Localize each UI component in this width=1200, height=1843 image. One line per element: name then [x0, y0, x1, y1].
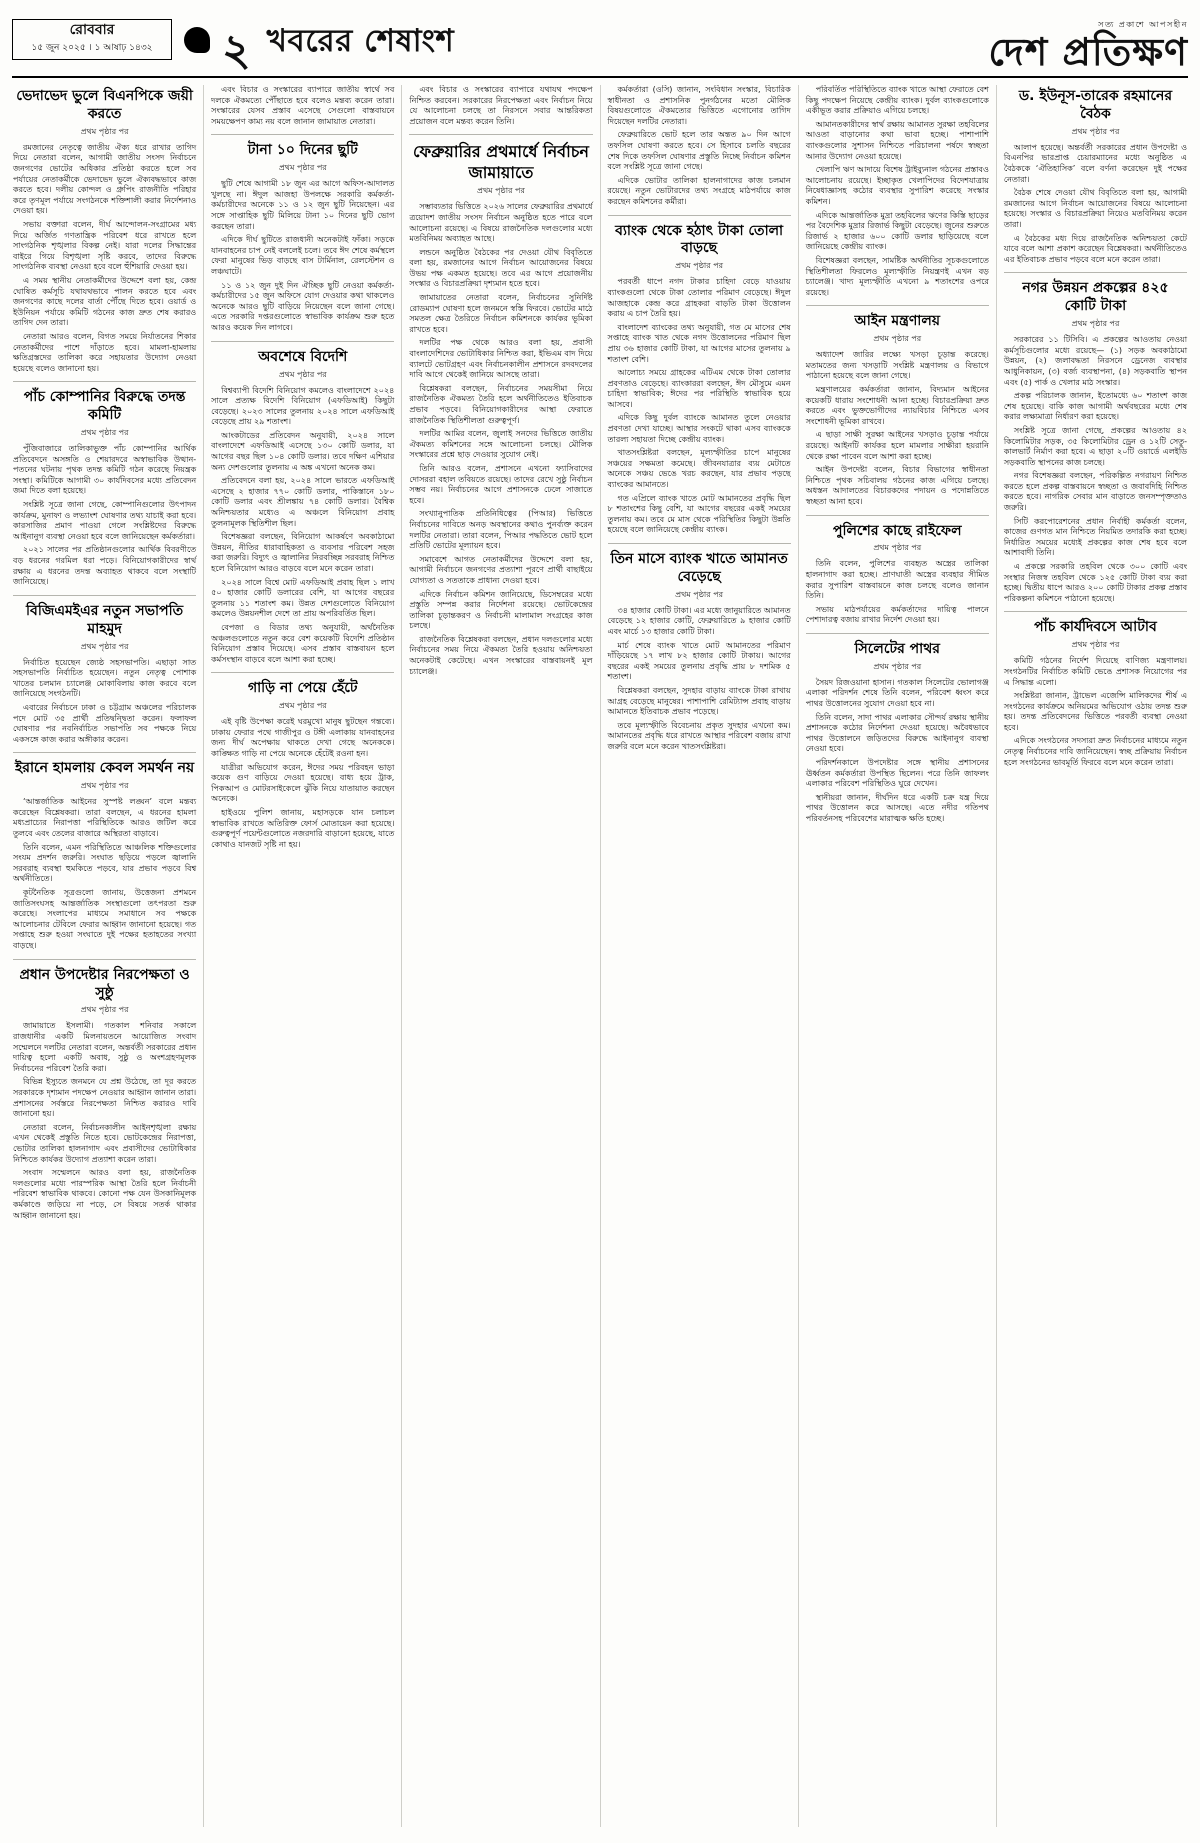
section-title: খবরের শেষাংশ — [266, 23, 455, 59]
article-paragraph: আইন উপদেষ্টা বলেন, বিচার বিভাগের স্বাধীনতা নিশ্চিতে পৃথক সচিবালয় গঠনের কাজ এগিয়ে চলছে। অধস্তন আদালতের বিচারকদের পদায়ন ও পদোন্নতিতে স্বচ্ছতা আনা হবে। — [805, 465, 989, 506]
article-paragraph: নেতারা আরও বলেন, বিগত সময়ে নির্যাতনের শিকার নেতাকর্মীদের পাশে দাঁড়াতে হবে। মামলা-হামলায় ক্ষতিগ্রস্তদের তালিকা করে সহায়তার উদ্যোগ নেওয়া হয়েছে বলেও জানানো হয়। — [13, 331, 197, 373]
article-paragraph: তবে মূল্যস্ফীতি বিবেচনায় প্রকৃত সুদহার এখনো কম। আমানতের প্রবৃদ্ধি ধরে রাখতে আস্থার পরিবেশ বজায় রাখা জরুরি বলে মনে করেন খাতসংশ্লিষ্টরা। — [607, 720, 791, 751]
article-paragraph: সৈয়দ রিজওয়ানা হাসান। গতকাল সিলেটের ভোলাগঞ্জ এলাকা পরিদর্শন শেষে তিনি বলেন, পরিবেশ ধ্বংস করে পাথর উত্তোলনের সুযোগ দেওয়া হবে না। — [805, 677, 989, 709]
article-paragraph: দলটির আমির বলেন, জুলাই সনদের ভিত্তিতে জাতীয় ঐকমত্য কমিশনের সঙ্গে আলোচনা চলছে। মৌলিক সংস্কারের প্রশ্নে ছাড় দেওয়ার সুযোগ নেই। — [409, 429, 593, 460]
article-paragraph: বেপজা ও বিডার তথ্য অনুযায়ী, অর্থনৈতিক অঞ্চলগুলোতে নতুন করে বেশ কয়েকটি বিদেশি প্রতিষ্ঠান বিনিয়োগ প্রস্তাব দিয়েছে। এসব প্রস্তাব বাস্তবায়ন হলে কর্মসংস্থান বাড়বে বলে আশা করা হচ্ছে। — [211, 622, 395, 664]
article-paragraph: সভায় মাঠপর্যায়ের কর্মকর্তাদের দায়িত্ব পালনে পেশাদারত্ব বজায় রাখার নির্দেশ দেওয়া হয়। — [805, 604, 989, 625]
continued-from-label: প্রথম পৃষ্ঠার পর — [1071, 640, 1120, 650]
article-paragraph: মন্ত্রণালয়ের কর্মকর্তারা জানান, বিদ্যমান আইনের কয়েকটি ধারায় সংশোধনী আনা হচ্ছে। বিচারপ্রক্রিয়া দ্রুত করতে এবং ভুক্তভোগীদের ন্যায়বিচার নিশ্চিতে এসব সংশোধনী ভূমিকা রাখবে। — [805, 384, 989, 426]
article-paragraph: বিশেষজ্ঞরা বলছেন, সামষ্টিক অর্থনীতির সূচকগুলোতে স্থিতিশীলতা ফিরলেও মূল্যস্ফীতি নিয়ন্ত্রণই এখন বড় চ্যালেঞ্জ। খাদ্য মূল্যস্ফীতি এখনো ৯ শতাংশের ওপরে রয়েছে। — [805, 255, 989, 297]
article-paragraph: বাংলাদেশ ব্যাংকের তথ্য অনুযায়ী, গত মে মাসের শেষ সপ্তাহে ব্যাংক খাত থেকে নগদ উত্তোলনের পরিমাণ ছিল প্রায় ৩৬ হাজার কোটি টাকা, যা আগের মাসের তুলনায় ৯ শতাংশ বেশি। — [607, 322, 791, 364]
continued-from-label: প্রথম পৃষ্ঠার পর — [80, 1005, 129, 1015]
article-paragraph: তিনি বলেন, পুলিশের ব্যবহৃত অস্ত্রের তালিকা হালনাগাদ করা হচ্ছে। প্রাণঘাতী অস্ত্রের ব্যবহার সীমিত করার সুপারিশ বাস্তবায়নে কাজ চলছে বলেও জানান তিনি। — [805, 559, 989, 601]
article-paragraph: নগর বিশেষজ্ঞরা বলছেন, পরিকল্পিত নগরায়ণ নিশ্চিত করতে হলে প্রকল্প বাস্তবায়নে স্বচ্ছতা ও জবাবদিহি নিশ্চিত করতে হবে। নাগরিক সেবার মান বাড়াতে জনসম্পৃক্ততাও জরুরি। — [1003, 471, 1188, 513]
article-continuation — [806, 85, 989, 298]
continued-from-label: প্রথম পৃষ্ঠার পর — [80, 126, 129, 136]
article — [608, 215, 791, 536]
article-paragraph: হাইওয়ে পুলিশ জানায়, মহাসড়কে যান চলাচল স্বাভাবিক রাখতে অতিরিক্ত ফোর্স মোতায়েন করা হয়েছে। গুরুত্বপূর্ণ পয়েন্টগুলোতে নজরদারি বাড়ানো হয়েছে, যাতে কোথাও যানজট সৃষ্টি না হয়। — [211, 808, 395, 849]
column-1 — [12, 85, 204, 1827]
continued-from-label: প্রথম পৃষ্ঠার পর — [278, 701, 327, 711]
article — [806, 515, 989, 626]
article-paragraph: লন্ডনে অনুষ্ঠিত বৈঠকের পর দেওয়া যৌথ বিবৃতিতে বলা হয়, রমজানের আগে নির্বাচন আয়োজনের বিষয়ে উভয় পক্ষ একমত হয়েছে। তবে এর আগে প্রয়োজনীয় সংস্কার ও বিচারপ্রক্রিয়া দৃশ্যমান হতে হবে। — [409, 247, 593, 289]
article-paragraph: সমাবেশে আগত নেতাকর্মীদের উদ্দেশে বলা হয়, আগামী নির্বাচনে জনগণের প্রত্যাশা পূরণে প্রার্থী বাছাইয়ে যোগ্যতা ও সততাকে প্রাধান্য দেওয়া হবে। — [409, 554, 593, 585]
continued-from-label: প্রথম পৃষ্ঠার পর — [675, 261, 724, 271]
article-headline: বিজিএমইএর নতুন সভাপতি মাহমুদ — [26, 602, 184, 637]
article-paragraph: রমজানের নেতৃত্বে জাতীয় ঐক্য ধরে রাখার তাগিদ দিয়ে নেতারা বলেন, আগামী জাতীয় সংসদ নির্বাচনে জনগণের ভোটের অধিকার প্রতিষ্ঠা করতে হলে সব পর্যায়ের নেতাকর্মীকে ভেদাভেদ ভুলে ঐক্যবদ্ধভাবে কাজ করতে হবে। দলীয় কোন্দল ও গ্রুপিং রাজনীতি পরিহার করে তৃণমূল পর্যায়ে সংগঠনকে শক্তিশালী করার নির্দেশনাও দেওয়া হয়। — [13, 142, 197, 216]
article-paragraph: নেতারা বলেন, নির্বাচনকালীন আইনশৃঙ্খলা রক্ষায় এখন থেকেই প্রস্তুতি নিতে হবে। ভোটকেন্দ্রের নিরাপত্তা, ভোটার তালিকা হালনাগাদ এবং প্রবাসীদের ভোটাধিকার নিশ্চিতে কার্যকর উদ্যোগ প্রত্যাশা করেন তারা। — [13, 1122, 197, 1164]
article-headline: অবশেষে বিদেশি — [258, 348, 348, 365]
article-continuation — [608, 85, 791, 208]
article-paragraph: এদিকে ভোটার তালিকা হালনাগাদের কাজ চলমান রয়েছে। নতুন ভোটারদের তথ্য সংগ্রহে মাঠপর্যায়ে কাজ করছেন কমিশনের কর্মীরা। — [607, 175, 791, 206]
continued-from-label: প্রথম পৃষ্ঠার পর — [278, 163, 327, 173]
article-headline: ইরানে হামলায় কেবল সমর্থন নয় — [14, 760, 195, 777]
article-paragraph: ফেব্রুয়ারিতে ভোট হলে তার অন্তত ৯০ দিন আগে তফসিল ঘোষণা করতে হবে। সে হিসাবে চলতি বছরের শেষ দিকে তফসিল ঘোষণার প্রস্তুতি নিচ্ছে নির্বাচন কমিশন বলে সংশ্লিষ্ট সূত্রে জানা গেছে। — [607, 130, 791, 172]
article-paragraph: কূটনৈতিক সূত্রগুলো জানায়, উত্তেজনা প্রশমনে জাতিসংঘসহ আন্তর্জাতিক সংস্থাগুলো তৎপরতা শুরু করেছে। সংলাপের মাধ্যমে সমাধানে সব পক্ষকে আলোচনার টেবিলে ফেরার আহ্বান জানানো হয়েছে। গত সপ্তাহে শুরু হওয়া সংঘাতে দুই পক্ষের হতাহতের সংখ্যা বাড়ছে। — [13, 888, 197, 950]
article — [806, 305, 989, 507]
article-paragraph: সম্ভাব্যতার ভিত্তিতে ২০২৬ সালের ফেব্রুয়ারির প্রথমার্ধে ত্রয়োদশ জাতীয় সংসদ নির্বাচন অনুষ্ঠিত হতে পারে বলে আলোচনা রয়েছে। এ বিষয়ে রাজনৈতিক দলগুলোর মধ্যে মতবিনিময় অব্যাহত আছে। — [409, 202, 593, 244]
article-paragraph: তিনি আরও বলেন, প্রশাসনে এখনো ফ্যাসিবাদের দোসররা বহাল তবিয়তে রয়েছে। তাদের রেখে সুষ্ঠু নির্বাচন সম্ভব নয়। নির্বাচনের আগে প্রশাসনকে ঢেলে সাজাতে হবে। — [409, 463, 593, 505]
article-paragraph: আমানতকারীদের স্বার্থ রক্ষায় আমানত সুরক্ষা তহবিলের আওতা বাড়ানোর কথা ভাবা হচ্ছে। পাশাপাশি ব্যাংকগুলোর সুশাসন নিশ্চিতে পরিচালনা পর্ষদে স্বচ্ছতা আনার উদ্যোগ নেওয়া হয়েছে। — [805, 119, 989, 161]
article-paragraph: ছুটি শেষে আগামী ১৮ জুন এর আগে অফিস-আদালত খুলছে না। ঈদুল আজহা উপলক্ষে সরকারি কর্মকর্তা-কর্মচারীদের অনেকে ১১ ও ১২ জুন ছুটি নিয়েছেন। এর সঙ্গে সাপ্তাহিক ছুটি মিলিয়ে টানা ১০ দিনের ছুটি ভোগ করছেন তারা। — [211, 179, 395, 231]
article — [211, 134, 394, 333]
article-paragraph: সংশ্লিষ্টরা জানান, ট্রাভেল এজেন্সি মালিকদের শীর্ষ এ সংগঠনের কার্যক্রমে অনিয়মের অভিযোগ ওঠায় তদন্ত শুরু হয়। তদন্ত প্রতিবেদনের ভিত্তিতে পরবর্তী ব্যবস্থা নেওয়া হবে। — [1003, 691, 1188, 732]
column-5 — [799, 85, 997, 1827]
article-paragraph: সিটি করপোরেশনের প্রধান নির্বাহী কর্মকর্তা বলেন, কাজের গুণগত মান নিশ্চিতে নিয়মিত তদারকি করা হচ্ছে। নির্ধারিত সময়ের মধ্যেই প্রকল্পের কাজ শেষ হবে বলে আশাবাদী তিনি। — [1003, 516, 1188, 558]
article-paragraph: এদিকে কিছু দুর্বল ব্যাংকে আমানত তুলে নেওয়ার প্রবণতা দেখা যাচ্ছে। আস্থার সংকটে থাকা এসব ব্যাংককে তারল্য সহায়তা দিচ্ছে কেন্দ্রীয় ব্যাংক। — [607, 413, 791, 444]
paper-emblem-icon — [184, 27, 210, 53]
continued-from-label: প্রথম পৃষ্ঠার পর — [675, 589, 724, 599]
article-paragraph: আংকটাডের প্রতিবেদন অনুযায়ী, ২০২৪ সালে বাংলাদেশে এফডিআই এসেছে ১৩০ কোটি ডলার, যা আগের বছর ছিল ১০৪ কোটি ডলার। তবে দক্ষিণ এশিয়ার অন্য দেশগুলোর তুলনায় এ অঙ্ক এখনো অনেক কম। — [211, 430, 395, 472]
article-continuation — [409, 85, 592, 127]
article-headline: পাঁচ কার্যদিবসে আটাব — [1034, 619, 1157, 636]
article-continuation — [211, 85, 394, 127]
continued-from-label: প্রথম পৃষ্ঠার পর — [476, 186, 525, 196]
article-paragraph: এদিকে আন্তর্জাতিক মুদ্রা তহবিলের ঋণের কিস্তি ছাড়ের পর বৈদেশিক মুদ্রার রিজার্ভ কিছুটা বেড়েছে। জুনের শুরুতে রিজার্ভ ২ হাজার ৬০০ কোটি ডলার ছাড়িয়েছে বলে জানিয়েছে কেন্দ্রীয় ব্যাংক। — [805, 210, 989, 252]
article — [13, 381, 196, 588]
article-paragraph: সংবাদ সম্মেলনে আরও বলা হয়, রাজনৈতিক দলগুলোর মধ্যে পারস্পরিক আস্থা তৈরি হলে নির্বাচনী পরিবেশ স্বাভাবিক থাকবে। কোনো পক্ষ যেন উসকানিমূলক কর্মকাণ্ডে জড়িয়ে না পড়ে, সে বিষয়ে সতর্ক থাকার আহ্বান জানানো হয়। — [13, 1168, 197, 1220]
continued-from-label: প্রথম পৃষ্ঠার পর — [278, 369, 327, 379]
article-paragraph: এদিকে সংগঠনের সদস্যরা দ্রুত নির্বাচনের মাধ্যমে নতুন নেতৃত্ব নির্বাচনের দাবি জানিয়েছেন। স্বচ্ছ প্রক্রিয়ায় নির্বাচন হলে সংগঠনের ভাবমূর্তি ফিরবে বলে মনে করেন তারা। — [1003, 736, 1188, 767]
article — [409, 134, 592, 677]
article-paragraph: আলাপ হয়েছে। অন্তর্বর্তী সরকারের প্রধান উপদেষ্টা ও বিএনপির ভারপ্রাপ্ত চেয়ারম্যানের মধ্যে অনুষ্ঠিত এ বৈঠককে ‘ঐতিহাসিক’ বলে বর্ণনা করেছেন দুই পক্ষের নেতারা। — [1003, 142, 1188, 184]
column-2 — [204, 85, 402, 1827]
article-paragraph: তিনি বলেন, সাদা পাথর এলাকার সৌন্দর্য রক্ষায় স্থানীয় প্রশাসনকে কঠোর নির্দেশনা দেওয়া হয়েছে। অবৈধভাবে পাথর উত্তোলনে জড়িতদের বিরুদ্ধে আইনানুগ ব্যবস্থা নেওয়া হবে। — [805, 712, 989, 754]
article-paragraph: প্রতিবেদনে বলা হয়, ২০২৪ সালে ভারতে এফডিআই এসেছে ২ হাজার ৭৭০ কোটি ডলার, পাকিস্তানে ১৮০ কোটি ডলার এবং শ্রীলঙ্কায় ৭৪ কোটি ডলার। বৈশ্বিক অনিশ্চয়তার মধ্যেও এ অঞ্চলে বিনিয়োগ প্রবাহ তুলনামূলক স্থিতিশীল ছিল। — [211, 476, 395, 528]
continued-from-label: প্রথম পৃষ্ঠার পর — [873, 334, 922, 344]
article-paragraph: পুঁজিবাজারে তালিকাভুক্ত পাঁচ কোম্পানির আর্থিক প্রতিবেদনে অসঙ্গতি ও শেয়ারদরে অস্বাভাবিক উত্থান-পতনের ঘটনায় পৃথক তদন্ত কমিটি গঠন করেছে নিয়ন্ত্রক সংস্থা। কমিটিকে আগামী ৩০ কার্যদিবসের মধ্যে প্রতিবেদন জমা দিতে বলা হয়েছে। — [13, 444, 197, 496]
article-paragraph: ২০২৪ সালে বিশ্বে মোট এফডিআই প্রবাহ ছিল ১ লাখ ৫০ হাজার কোটি ডলারের বেশি, যা আগের বছরের তুলনায় ১১ শতাংশ কম। উন্নত দেশগুলোতে বিনিয়োগ কমলেও উন্নয়নশীল দেশে তা প্রায় অপরিবর্তিত ছিল। — [211, 577, 395, 619]
article — [1004, 611, 1187, 768]
article-headline: গাড়ি না পেয়ে হেঁটে — [247, 680, 358, 697]
article-paragraph: এবং বিচার ও সংস্কারের ব্যাপারে জাতীয় স্বার্থে সব দলকে ঐকমত্যে পৌঁছাতে হবে বলেও মন্তব্য করেন তারা। সংস্কারের যেসব প্রস্তাব এসেছে সেগুলো বাস্তবায়নে সময়ক্ষেপণ কাম্য নয় বলে জানান জামায়াত নেতারা। — [211, 85, 395, 126]
article-paragraph: স্থানীয়রা জানান, দীর্ঘদিন ধরে একটি চক্র যন্ত্র দিয়ে পাথর উত্তোলন করে আসছে। এতে নদীর গতিপথ পরিবর্তনসহ পরিবেশের মারাত্মক ক্ষতি হচ্ছে। — [805, 792, 989, 823]
column-6 — [997, 85, 1188, 1827]
article-headline: টানা ১০ দিনের ছুটি — [247, 142, 358, 159]
article-paragraph: আলোচ্য সময়ে গ্রাহকের এটিএম থেকে টাকা তোলার প্রবণতাও বেড়েছে। ব্যাংকাররা বলছেন, ঈদ মৌসুমে এমন চাহিদা স্বাভাবিক; ঈদের পর পরিস্থিতি স্বাভাবিক হয়ে আসবে। — [607, 368, 791, 409]
article-paragraph: সংশ্লিষ্ট সূত্রে জানা গেছে, কোম্পানিগুলোর উৎপাদন কার্যক্রম, মুনাফা ও লভ্যাংশ ঘোষণার তথ্য যাচাই করা হবে। কারসাজির প্রমাণ পাওয়া গেলে সংশ্লিষ্টদের বিরুদ্ধে আইনানুগ ব্যবস্থা নেওয়া হবে বলে জানিয়েছেন কর্মকর্তারা। — [13, 500, 197, 541]
continued-from-label: প্রথম পৃষ্ঠার পর — [873, 543, 922, 553]
continued-from-label: প্রথম পৃষ্ঠার পর — [1071, 319, 1120, 329]
article-paragraph: এদিকে দীর্ঘ ছুটিতে রাজধানী অনেকটাই ফাঁকা। সড়কে যানবাহনের চাপ নেই বললেই চলে। তবে ঈদ শেষে কর্মস্থলে ফেরা মানুষের ভিড় বাড়ছে বাস টার্মিনাল, রেলস্টেশন ও লঞ্চঘাটে। — [211, 235, 395, 277]
article-paragraph: দলটির পক্ষ থেকে আরও বলা হয়, প্রবাসী বাংলাদেশিদের ভোটাধিকার নিশ্চিত করা, ইভিএম বাদ দিয়ে ব্যালটে ভোটগ্রহণ এবং নির্বাচনকালীন প্রশাসনে রদবদলের দাবি আগে থেকেই জানিয়ে আসছে তারা। — [409, 338, 593, 380]
article-paragraph: সভায় বক্তারা বলেন, দীর্ঘ আন্দোলন-সংগ্রামের মধ্য দিয়ে অর্জিত গণতান্ত্রিক পরিবেশ ধরে রাখতে হলে সাংগঠনিক শৃঙ্খলার বিকল্প নেই। যারা দলের সিদ্ধান্তের বাইরে গিয়ে বিশৃঙ্খলা সৃষ্টি করবে, তাদের বিরুদ্ধে সাংগঠনিক ব্যবস্থা নেওয়া হবে বলে হুঁশিয়ারি দেওয়া হয়। — [13, 219, 197, 272]
continued-from-label: প্রথম পৃষ্ঠার পর — [80, 428, 129, 438]
column-3 — [402, 85, 600, 1827]
news-columns — [12, 85, 1188, 1827]
date-box — [12, 19, 172, 60]
article-paragraph: এই বৃষ্টি উপেক্ষা করেই ঘরমুখো মানুষ ছুটছেন গন্তব্যে। ঢাকায় ফেরার পথে গাজীপুর ও টঙ্গী এলাকায় যানবাহনের জন্য দীর্ঘ অপেক্ষায় থাকতে দেখা গেছে অনেককে। কাঙ্ক্ষিত গাড়ি না পেয়ে অনেকে হেঁটেই রওনা হন। — [211, 717, 395, 759]
article-headline: নগর উন্নয়ন প্রকল্পের ৪২৫ কোটি টাকা — [1022, 280, 1169, 315]
article-paragraph: বিশ্বব্যাপী বিদেশি বিনিয়োগ কমলেও বাংলাদেশে ২০২৪ সালে প্রত্যক্ষ বিদেশি বিনিয়োগ (এফডিআই) কিছুটা বেড়েছে। ২০২৩ সালের তুলনায় ২০২৪ সালে এফডিআই বেড়েছে প্রায় ২৯ শতাংশ। — [211, 385, 395, 427]
article-paragraph: ৩৪ হাজার কোটি টাকা। এর মধ্যে জানুয়ারিতে আমানত বেড়েছে ১২ হাজার কোটি, ফেব্রুয়ারিতে ৯ হাজার কোটি এবং মার্চে ১৩ হাজার কোটি টাকা। — [607, 605, 791, 636]
article-paragraph: নির্বাচিত হয়েছেন জ্যেষ্ঠ সহসভাপতি। এছাড়া সাত সহসভাপতি নির্বাচিত হয়েছেন। নতুন নেতৃত্ব পোশাক খাতের চলমান চ্যালেঞ্জ মোকাবিলায় কাজ করবে বলে জানিয়েছে সংগঠনটি। — [13, 657, 197, 699]
article-paragraph: গত এপ্রিলে ব্যাংক খাতে মোট আমানতের প্রবৃদ্ধি ছিল ৮ শতাংশের কিছু বেশি, যা আগের বছরের একই সময়ের তুলনায় কম। তবে মে মাস থেকে পরিস্থিতির কিছুটা উন্নতি হয়েছে বলে জানিয়েছে কেন্দ্রীয় ব্যাংক। — [607, 493, 791, 535]
article-paragraph: বৈঠক শেষে দেওয়া যৌথ বিবৃতিতে বলা হয়, আগামী রমজানের আগে নির্বাচন আয়োজনের বিষয়ে আলোচনা হয়েছে। সংস্কার ও বিচারপ্রক্রিয়া নিয়েও মতবিনিময় করেন তারা। — [1003, 188, 1188, 229]
article-headline: তিন মাসে ব্যাংক খাতে আমানত বেড়েছে — [610, 551, 788, 585]
article-paragraph: সরকারের ১১ টিসিবি। এ প্রকল্পের আওতায় নেওয়া কর্মসূচিগুলোর মধ্যে রয়েছে— (১) সড়ক অবকাঠামো উন্নয়ন, (২) জলাবদ্ধতা নিরসনে ড্রেনেজ ব্যবস্থার আধুনিকায়ন, (৩) বর্জ্য ব্যবস্থাপনা, (৪) সড়কবাতি স্থাপন এবং (৫) পার্ক ও খেলার মাঠ সংস্কার। — [1003, 335, 1188, 387]
continued-from-label: প্রথম পৃষ্ঠার পর — [1071, 126, 1120, 136]
article-paragraph: এ সময় স্থানীয় নেতাকর্মীদের উদ্দেশে বলা হয়, কেন্দ্র ঘোষিত কর্মসূচি যথাযথভাবে পালন করতে হবে এবং জনগণের কাছে দলের বার্তা পৌঁছে দিতে হবে। ওয়ার্ড ও ইউনিয়ন পর্যায়ে কমিটি গঠনের কাজ দ্রুত শেষ করারও তাগিদ দেন তারা। — [13, 275, 197, 328]
article — [211, 341, 394, 666]
article-paragraph: কর্মকর্তারা (ওসি) জানান, সংবিধান সংস্কার, বিচারিক স্বাধীনতা ও প্রশাসনিক পুনর্গঠনের মতো মৌলিক বিষয়গুলোতে ঐকমত্যের ভিত্তিতে এগোনোর তাগিদ দিয়েছেন দলটির নেতারা। — [607, 85, 791, 126]
article-paragraph: পরবর্তী ধাপে নগদ টাকার চাহিদা বেড়ে যাওয়ায় ব্যাংকগুলো থেকে টাকা তোলার পরিমাণ বেড়েছে। ঈদুল আজহাকে কেন্দ্র করে গ্রাহকরা বাড়তি টাকা উত্তোলন করায় এ চাপ তৈরি হয়। — [607, 277, 791, 319]
article — [1004, 88, 1187, 265]
article-paragraph: এ প্রকল্পে সরকারি তহবিল থেকে ৩০০ কোটি এবং সংস্থার নিজস্ব তহবিল থেকে ১২৫ কোটি টাকা ব্যয় করা হচ্ছে। দ্বিতীয় ধাপে আরও ২০০ কোটি টাকার প্রকল্প প্রস্তাব পরিকল্পনা কমিশনে পাঠানো হয়েছে। — [1003, 562, 1188, 603]
article-paragraph: ১১ ও ১২ জুন দুই দিন ঐচ্ছিক ছুটি নেওয়া কর্মকর্তা-কর্মচারীদের ১৫ জুন অফিসে যোগ দেওয়ার কথা থাকলেও অনেকে আরও ছুটি বাড়িয়ে নিয়েছেন বলে জানা গেছে। এতে সরকারি দপ্তরগুলোতে স্বাভাবিক কার্যক্রম শুরু হতে আরও কয়েক দিন লাগবে। — [211, 280, 395, 332]
article — [13, 959, 196, 1222]
article-paragraph: বিশেষজ্ঞরা বলছেন, বিনিয়োগ আকর্ষণে অবকাঠামো উন্নয়ন, নীতির ধারাবাহিকতা ও ব্যবসার পরিবেশ সহজ করা জরুরি। বিদ্যুৎ ও জ্বালানির নিরবচ্ছিন্ন সরবরাহ নিশ্চিত হলে বিনিয়োগ আরও বাড়বে বলে মনে করেন তারা। — [211, 532, 395, 573]
article-paragraph: এদিকে নির্বাচন কমিশন জানিয়েছে, ডিসেম্বরের মধ্যে প্রস্তুতি সম্পন্ন করার নির্দেশনা রয়েছে। ভোটকেন্দ্রের তালিকা চূড়ান্তকরণ ও নির্বাচনী মালামাল সংগ্রহের কাজ চলছে। — [409, 589, 593, 631]
column-4 — [601, 85, 799, 1827]
article-paragraph: খাতসংশ্লিষ্টরা বলছেন, মূল্যস্ফীতির চাপে মানুষের সঞ্চয়ের সক্ষমতা কমেছে। জীবনযাত্রার ব্যয় মেটাতে অনেকে সঞ্চয় ভেঙে খরচ করছেন, যার প্রভাব পড়ছে ব্যাংকের আমানতে। — [607, 448, 791, 490]
article-paragraph: বিশ্লেষকরা বলছেন, সুদহার বাড়ায় ব্যাংকে টাকা রাখায় আগ্রহ বেড়েছে মানুষের। পাশাপাশি রেমিট্যান্স প্রবাহ বাড়ায় আমানতে ইতিবাচক প্রভাব পড়েছে। — [607, 685, 791, 717]
article-paragraph: সংশ্লিষ্ট সূত্রে জানা গেছে, প্রকল্পের আওতায় ৪২ কিলোমিটার সড়ক, ৩৫ কিলোমিটার ড্রেন ও ১২টি সেতু-কালভার্ট নির্মাণ করা হবে। এ ছাড়া ২০টি ওয়ার্ডে এলইডি সড়কবাতি স্থাপনের কাজ চলছে। — [1003, 425, 1188, 467]
article-headline: ব্যাংক থেকে হঠাৎ টাকা তোলা বাড়ছে — [615, 222, 784, 257]
article-paragraph: মার্চ শেষে ব্যাংক খাতে মোট আমানতের পরিমাণ দাঁড়িয়েছে ১৭ লাখ ৮২ হাজার কোটি টাকায়। আগের বছরের একই সময়ের তুলনায় প্রবৃদ্ধি প্রায় ৮ দশমিক ৫ শতাংশ। — [607, 640, 791, 682]
article-paragraph: এ ছাড়া সাক্ষী সুরক্ষা আইনের খসড়াও চূড়ান্ত পর্যায়ে রয়েছে। আইনটি কার্যকর হলে মামলার সাক্ষীরা হয়রানি থেকে রক্ষা পাবেন বলে আশা করা হচ্ছে। — [805, 430, 989, 461]
article-paragraph: বিশ্লেষকরা বলছেন, নির্বাচনের সময়সীমা নিয়ে রাজনৈতিক ঐকমত্য তৈরি হলে অর্থনীতিতেও ইতিবাচক প্রভাব পড়বে। বিনিয়োগকারীদের আস্থা ফেরাতে রাজনৈতিক স্থিতিশীলতা গুরুত্বপূর্ণ। — [409, 383, 593, 425]
article-paragraph: পরিবর্তিত পরিস্থিতিতে ব্যাংক খাতে আস্থা ফেরাতে বেশ কিছু পদক্ষেপ নিয়েছে কেন্দ্রীয় ব্যাংক। দুর্বল ব্যাংকগুলোকে একীভূত করার প্রক্রিয়াও এগিয়ে চলছে। — [805, 85, 989, 116]
page-header — [12, 8, 1188, 78]
continued-from-label: প্রথম পৃষ্ঠার পর — [80, 781, 129, 791]
article-paragraph: সংখ্যানুপাতিক প্রতিনিধিত্বের (পিআর) ভিত্তিতে নির্বাচনের দাবিতে অনড় অবস্থানের কথাও পুনর্ব্যক্ত করেন দলটির নেতারা। তারা বলেন, পিআর পদ্ধতিতে ভোট হলে প্রতিটি ভোটের মূল্যায়ন হবে। — [409, 509, 593, 551]
article-paragraph: এ বৈঠকের মধ্য দিয়ে রাজনৈতিক অনিশ্চয়তা কেটে যাবে বলে আশা প্রকাশ করেছেন বিশ্লেষকরা। অর্থনীতিতেও এর ইতিবাচক প্রভাব পড়বে বলে মনে করেন তারা। — [1003, 233, 1188, 264]
article-paragraph: বিভিন্ন ইস্যুতে জনমনে যে প্রশ্ন উঠেছে, তা দূর করতে সরকারকে দৃশ্যমান পদক্ষেপ নেওয়ার আহ্বান জানান তারা। প্রশাসনের সর্বস্তরে নিরপেক্ষতা নিশ্চিত করারও দাবি জানানো হয়। — [13, 1077, 197, 1119]
weekday-label: রোববার — [69, 21, 115, 38]
article-paragraph: এবং বিচার ও সংস্কারের ব্যাপারে যথাযথ পদক্ষেপ নিশ্চিত করবেন। সরকারের নিরপেক্ষতা এবং নির্বাচন নিয়ে যে আলোচনা চলছে তা নিরসনে সবার আন্তরিকতা প্রয়োজন বলে মন্তব্য করেন তিনি। — [409, 85, 593, 126]
article-paragraph: ‘আন্তর্জাতিক আইনের সুস্পষ্ট লঙ্ঘন’ বলে মন্তব্য করেছেন বিশ্লেষকরা। তারা বলছেন, এ ধরনের হামলা মধ্যপ্রাচ্যের নিরাপত্তা পরিস্থিতিকে আরও জটিল করে তুলবে এবং তেলের বাজারে অস্থিরতা বাড়াবে। — [13, 797, 197, 839]
masthead-tagline: সত্য প্রকাশে আপসহীন — [1098, 19, 1188, 29]
article-headline: আইন মন্ত্রণালয় — [854, 313, 941, 330]
article-paragraph: এবারের নির্বাচনে ঢাকা ও চট্টগ্রাম অঞ্চলের পরিচালক পদে মোট ৩৫ প্রার্থী প্রতিদ্বন্দ্বিতা করেন। ফলাফল ঘোষণার পর নবনির্বাচিত সভাপতি সব পক্ষকে নিয়ে একসঙ্গে কাজ করার অঙ্গীকার করেন। — [13, 703, 197, 744]
article-paragraph: খেলাপি ঋণ আদায়ে বিশেষ ট্রাইব্যুনাল গঠনের প্রস্তাবও আলোচনায় রয়েছে। ইচ্ছাকৃত খেলাপিদের বিদেশযাত্রায় নিষেধাজ্ঞাসহ কঠোর ব্যবস্থার সুপারিশ করেছে সংস্কার কমিশন। — [805, 165, 989, 206]
article-paragraph: তিনি বলেন, এমন পরিস্থিতিতে আঞ্চলিক শক্তিগুলোর সংযম প্রদর্শন জরুরি। সংঘাত ছড়িয়ে পড়লে জ্বালানি সরবরাহ ব্যবস্থা হুমকিতে পড়বে, যার প্রভাব পড়বে বিশ্ব অর্থনীতিতে। — [13, 842, 197, 884]
article — [13, 88, 196, 374]
article-paragraph: রাজনৈতিক বিশ্লেষকরা বলছেন, প্রধান দলগুলোর মধ্যে নির্বাচনের সময় নিয়ে ঐকমত্য তৈরি হওয়ায় অনিশ্চয়তা অনেকটাই কেটেছে। এখন সংস্কারের বাস্তবায়নই মূল চ্যালেঞ্জ। — [409, 634, 593, 676]
paper-name: দেশ প্রতিক্ষণ — [988, 29, 1188, 74]
article — [13, 752, 196, 951]
article-paragraph: যাত্রীরা অভিযোগ করেন, ঈদের সময় পরিবহন ভাড়া কয়েক গুণ বাড়িয়ে দেওয়া হয়েছে। বাধ্য হয়ে ট্রাক, পিকআপ ও মোটরসাইকেলে ঝুঁকি নিয়ে যাতায়াত করছেন অনেকে। — [211, 762, 395, 804]
article-headline: ভেদাভেদ ভুলে বিএনপিকে জয়ী করতে — [16, 88, 193, 122]
article-paragraph: জামায়াতে ইসলামী। গতকাল শনিবার সকালে রাজধানীর একটি মিলনায়তনে আয়োজিত সংবাদ সম্মেলনে দলটির নেতারা বলেন, অন্তর্বর্তী সরকারের প্রধান দায়িত্ব হলো একটি অবাধ, সুষ্ঠু ও অংশগ্রহণমূলক নির্বাচনের পরিবেশ তৈরি করা। — [13, 1021, 197, 1073]
article-paragraph: প্রকল্প পরিচালক জানান, ইতোমধ্যে ৬০ শতাংশ কাজ শেষ হয়েছে। বাকি কাজ আগামী অর্থবছরের মধ্যে শেষ করার লক্ষ্যমাত্রা নির্ধারণ করা হয়েছে। — [1003, 391, 1188, 422]
article-paragraph: জামায়াতের নেতারা বলেন, নির্বাচনের সুনির্দিষ্ট রোডম্যাপ ঘোষণা হলে জনমনে স্বস্তি ফিরবে। ভোটের মাঠে সমতল ক্ষেত্র তৈরিতে নির্বাচন কমিশনকে কার্যকর ভূমিকা রাখতে হবে। — [409, 293, 593, 334]
masthead — [988, 19, 1188, 74]
article-headline: প্রধান উপদেষ্টার নিরপেক্ষতা ও সুষ্ঠু — [19, 966, 190, 1001]
article-paragraph: কমিটি গঠনের নির্দেশ দিয়েছে বাণিজ্য মন্ত্রণালয়। সংগঠনটির নির্বাচিত কমিটি ভেঙে প্রশাসক নিয়োগের পর এ সিদ্ধান্ত এলো। — [1003, 656, 1188, 687]
article-headline: ড. ইউনূস-তারেক রহমানের বৈঠক — [1018, 88, 1173, 122]
article — [806, 633, 989, 825]
article-headline: সিলেটের পাথর — [854, 640, 941, 657]
article-headline: পুলিশের কাছে রাইফেল — [832, 522, 962, 539]
article — [1004, 272, 1187, 604]
article — [211, 672, 394, 850]
continued-from-label: প্রথম পৃষ্ঠার পর — [80, 641, 129, 651]
date-line: ১৫ জুন ২০২৫ । ১ আষাঢ় ১৪৩২ — [31, 43, 153, 54]
article-headline: ফেব্রুয়ারির প্রথমার্ধে নির্বাচন জামায়াতে — [412, 142, 589, 182]
article-paragraph: অধ্যাদেশ জারির লক্ষ্যে খসড়া চূড়ান্ত করেছে। মতামতের জন্য খসড়াটি সংশ্লিষ্ট মন্ত্রণালয় ও বিভাগে পাঠানো হয়েছে বলে জানা গেছে। — [805, 350, 989, 381]
article — [608, 543, 791, 753]
article-paragraph: ২০২১ সালের পর প্রতিষ্ঠানগুলোর আর্থিক বিবরণীতে বড় ধরনের গরমিল ধরা পড়ে। বিনিয়োগকারীদের স্বার্থ রক্ষায় এ ধরনের তদন্ত অব্যাহত থাকবে বলে সংস্থাটি জানিয়েছে। — [13, 545, 197, 587]
article-headline: পাঁচ কোম্পানির বিরুদ্ধে তদন্ত কমিটি — [23, 389, 186, 424]
article — [13, 595, 196, 746]
page-number: ২ — [222, 24, 251, 76]
continued-from-label: প্রথম পৃষ্ঠার পর — [873, 661, 922, 671]
article-paragraph: পরিদর্শনকালে উপদেষ্টার সঙ্গে স্থানীয় প্রশাসনের ঊর্ধ্বতন কর্মকর্তারা উপস্থিত ছিলেন। পরে তিনি জাফলং এলাকার পরিবেশ পরিস্থিতিও ঘুরে দেখেন। — [805, 758, 989, 789]
